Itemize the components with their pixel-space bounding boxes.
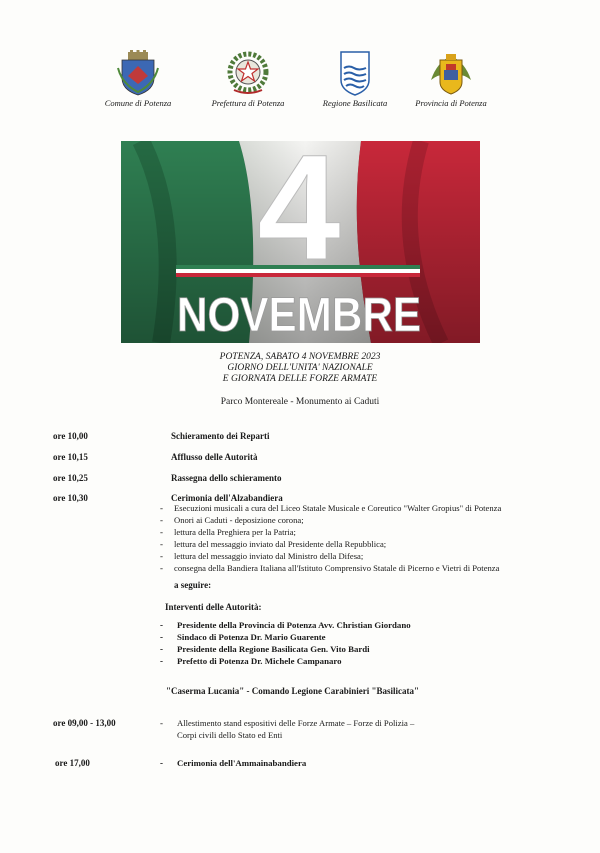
schedule-time: ore 10,30 (53, 493, 88, 503)
list-bullet: - (160, 539, 163, 549)
venue-caserma: "Caserma Lucania" - Comando Legione Carabinieri "Basilicata" (166, 686, 419, 696)
schedule-title: Rassegna dello schieramento (171, 473, 282, 483)
italian-flag-image (121, 141, 480, 343)
speaker-item: Prefetto di Potenza Dr. Michele Campanaro (177, 656, 342, 666)
a-seguire: a seguire: (174, 580, 212, 590)
event-subtitle: E GIORNATA DELLE FORZE ARMATE (222, 374, 378, 384)
speaker-item: Presidente della Provincia di Potenza Avv. Christian Giordano (177, 620, 411, 630)
stand-description-cont: Corpi civili dello Stato ed Enti (177, 730, 283, 740)
list-bullet: - (160, 551, 163, 561)
regione-basilicata-shield-icon (335, 50, 375, 96)
schedule-title: Cerimonia dell'Alzabandiera (171, 493, 283, 503)
list-bullet: - (160, 527, 163, 537)
list-item: lettura del messaggio inviato dal Ministro della Difesa; (174, 551, 364, 561)
event-location: Parco Montereale - Monumento ai Caduti (220, 397, 380, 407)
list-bullet: - (160, 758, 163, 768)
list-bullet: - (160, 620, 163, 630)
logo-comune (93, 50, 183, 108)
list-item: Esecuzioni musicali a cura del Liceo Statale Musicale e Coreutico "Walter Gropius" di Potenza (174, 503, 502, 513)
speaker-item: Presidente della Regione Basilicata Gen. Vito Bardi (177, 644, 370, 654)
list-item: consegna della Bandiera Italiana all'Istituto Comprensivo Statale di Picerno e Vietri di Potenza (174, 563, 500, 573)
banner-month: NOVEMBRE (177, 289, 421, 342)
logo-provincia (406, 50, 496, 108)
speaker-item: Sindaco di Potenza Dr. Mario Guarente (177, 632, 326, 642)
logo-regione (310, 50, 400, 108)
logo-caption: Provincia di Potenza (415, 98, 487, 108)
closing-ceremony: Cerimonia dell'Ammainabandiera (177, 758, 307, 768)
schedule-time: ore 10,15 (53, 452, 88, 462)
logo-caption: Comune di Potenza (104, 98, 172, 108)
event-title: GIORNO DELL'UNITA' NAZIONALE (227, 363, 373, 373)
schedule-title: Schieramento dei Reparti (171, 431, 270, 441)
banner-day: 4 (257, 141, 341, 291)
logo-caption: Regione Basilicata (322, 98, 388, 108)
schedule-time: ore 09,00 - 13,00 (53, 718, 116, 728)
schedule-time: ore 17,00 (55, 758, 90, 768)
schedule-time: ore 10,25 (53, 473, 88, 483)
flag-banner (121, 141, 480, 343)
list-item: lettura del messaggio inviato dal Presidente della Repubblica; (174, 539, 387, 549)
schedule-title: Afflusso delle Autorità (171, 452, 258, 462)
logo-prefettura (203, 50, 293, 108)
italian-republic-emblem-icon (226, 50, 270, 96)
list-item: lettura della Preghiera per la Patria; (174, 527, 296, 537)
list-bullet: - (160, 644, 163, 654)
logo-caption: Prefettura di Potenza (211, 98, 285, 108)
list-bullet: - (160, 656, 163, 666)
interventi-title: Interventi delle Autorità: (165, 602, 262, 612)
list-bullet: - (160, 632, 163, 642)
list-bullet: - (160, 503, 163, 513)
comune-coat-of-arms-icon (116, 50, 160, 96)
event-date: POTENZA, SABATO 4 NOVEMBRE 2023 (219, 352, 381, 362)
provincia-emblem-icon (427, 50, 475, 96)
list-bullet: - (160, 563, 163, 573)
schedule-time: ore 10,00 (53, 431, 88, 441)
list-item: Onori ai Caduti - deposizione corona; (174, 515, 304, 525)
stand-description: Allestimento stand espositivi delle Forze Armate – Forze di Polizia – (177, 718, 415, 728)
list-bullet: - (160, 718, 163, 728)
list-bullet: - (160, 515, 163, 525)
